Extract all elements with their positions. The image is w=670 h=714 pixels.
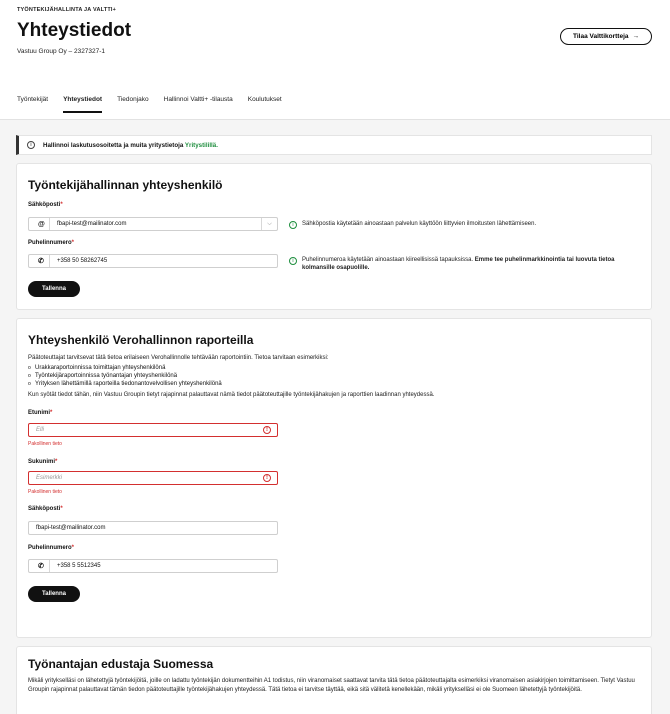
- phone-icon: ✆: [32, 255, 50, 267]
- employer-representative-card: [16, 646, 652, 714]
- error-icon: !: [263, 426, 271, 434]
- tax-bullet-list: [28, 364, 222, 388]
- tax-card-title: Yhteyshenkilö Verohallinnon raporteilla: [28, 333, 254, 347]
- contact-email-input[interactable]: [28, 217, 278, 231]
- company-account-link[interactable]: Yritystilillä.: [184, 141, 218, 149]
- info-icon: i: [289, 257, 297, 265]
- list-item: o Yrityksen lähettämillä raporteilla tiedonantovelvollisen yhteyshenkilönä: [28, 380, 222, 388]
- tax-phone-label: Puhelinnumero*: [28, 545, 75, 551]
- info-icon: i: [27, 141, 35, 149]
- error-icon: !: [263, 474, 271, 482]
- tab-bar: [17, 92, 282, 113]
- list-item: o Työntekijäraportoinnissa työnantajan yhteyshenkilönä: [28, 372, 222, 380]
- order-valtti-cards-button[interactable]: [560, 28, 652, 45]
- firstname-label: Etunimi*: [28, 410, 53, 416]
- contact-email-value: fbapi-test@mailinator.com: [57, 221, 127, 227]
- contact-card-title: Työntekijähallinnan yhteyshenkilö: [28, 178, 223, 192]
- info-notice: [16, 135, 652, 155]
- contact-phone-input[interactable]: [28, 254, 278, 268]
- lastname-label: Sukunimi*: [28, 459, 58, 465]
- tab-manage-subscription[interactable]: Hallinnoi Valtti+ -tilausta: [163, 96, 233, 103]
- lastname-error: Pakollinen tieto: [28, 489, 62, 495]
- tax-phone-value: +358 5 5512345: [57, 563, 101, 569]
- arrow-right-icon: →: [632, 33, 639, 40]
- tax-outro: Kun syötät tiedot tähän, niin Vastuu Groupin tietyt rajapinnat palauttavat nämä tiedot päätoteuttajille työntekijähakujen ja raporttien laadinnan yhteydessä.: [28, 392, 435, 398]
- notice-text: Hallinnoi laskutusosoitetta ja muita yritystietoja: [43, 141, 184, 149]
- firstname-error: Pakollinen tieto: [28, 441, 62, 447]
- order-button-label: Tilaa Valttikortteja: [572, 33, 629, 40]
- tax-phone-input[interactable]: [28, 559, 278, 573]
- phone-label: Puhelinnumero*: [28, 240, 75, 246]
- breadcrumb: TYÖNTEKIJÄHALLINTA JA VALTTI+: [17, 7, 117, 13]
- at-icon: @: [32, 218, 50, 230]
- tax-intro: Päätoteuttajat tarvitsevat tätä tietoa erilaiseen Verohallinnolle tehtävään raportointiin. Tietoa tarvitaan esimerkiksi:: [28, 355, 329, 361]
- tax-reporting-card: [16, 318, 652, 638]
- lastname-placeholder: Esimerkki: [36, 475, 63, 481]
- chevron-down-icon[interactable]: ⌵: [261, 218, 277, 230]
- page-header: [0, 0, 670, 120]
- company-subtitle: Vastuu Group Oy – 2327327-1: [17, 48, 106, 55]
- phone-icon: ✆: [32, 560, 50, 572]
- tax-email-value: fbapi-test@mailinator.com: [36, 525, 106, 531]
- tab-contacts[interactable]: Yhteystiedot: [63, 92, 102, 113]
- contact-phone-value: +358 50 58262745: [57, 258, 108, 264]
- info-icon: i: [289, 221, 297, 229]
- firstname-input[interactable]: [28, 423, 278, 437]
- save-contact-button[interactable]: Tallenna: [28, 281, 80, 297]
- list-item: o Urakkaraportoinnissa toimittajan yhteyshenkilönä: [28, 364, 222, 372]
- tab-data-sharing[interactable]: Tiedonjako: [117, 96, 149, 103]
- email-label: Sähköposti*: [28, 202, 63, 208]
- email-hint: i Sähköpostia käytetään ainoastaan palvelun käyttöön liittyvien ilmoitusten lähettämiseen.: [289, 220, 536, 229]
- contact-person-card: [16, 163, 652, 310]
- save-tax-contact-button[interactable]: Tallenna: [28, 586, 80, 602]
- tax-email-label: Sähköposti*: [28, 506, 63, 512]
- tab-trainings[interactable]: Koulutukset: [247, 96, 282, 103]
- lastname-input[interactable]: [28, 471, 278, 485]
- phone-hint: i Puhelinnumeroa käytetään ainoastaan kiireellisissä tapauksissa. Emme tee puhelinmarkkinointia tai luovuta tietoa kolmansille osapuolille.: [289, 256, 639, 272]
- rep-card-title: Työnantajan edustaja Suomessa: [28, 657, 214, 671]
- page-title: Yhteystiedot: [17, 20, 132, 41]
- firstname-placeholder: Elli: [36, 427, 45, 433]
- tab-employees[interactable]: Työntekijät: [17, 96, 49, 103]
- tax-email-input[interactable]: [28, 521, 278, 535]
- rep-description: Mikäli yritykselläsi on lähetettyjä työntekijöitä, joille on ladattu työntekijän dokumentteihin A1 todistus, niin viranomaiset saattavat tarvita tätä tietoa päätoteuttajalta esimerkiksi viranomaisen asiakirjojen toimittamiseen. Tietyt Vastuu Groupin rajapinnat palauttavat tämän tiedon päätoteuttajille työntekijähakujen yhteydessä. Tätä tietoa ei tarvitse täyttää, eikä sitä välitetä kenellekään, mikäli yritykselläsi ei ole Suomeen lähetettyjä työntekijöitä.: [28, 678, 635, 693]
